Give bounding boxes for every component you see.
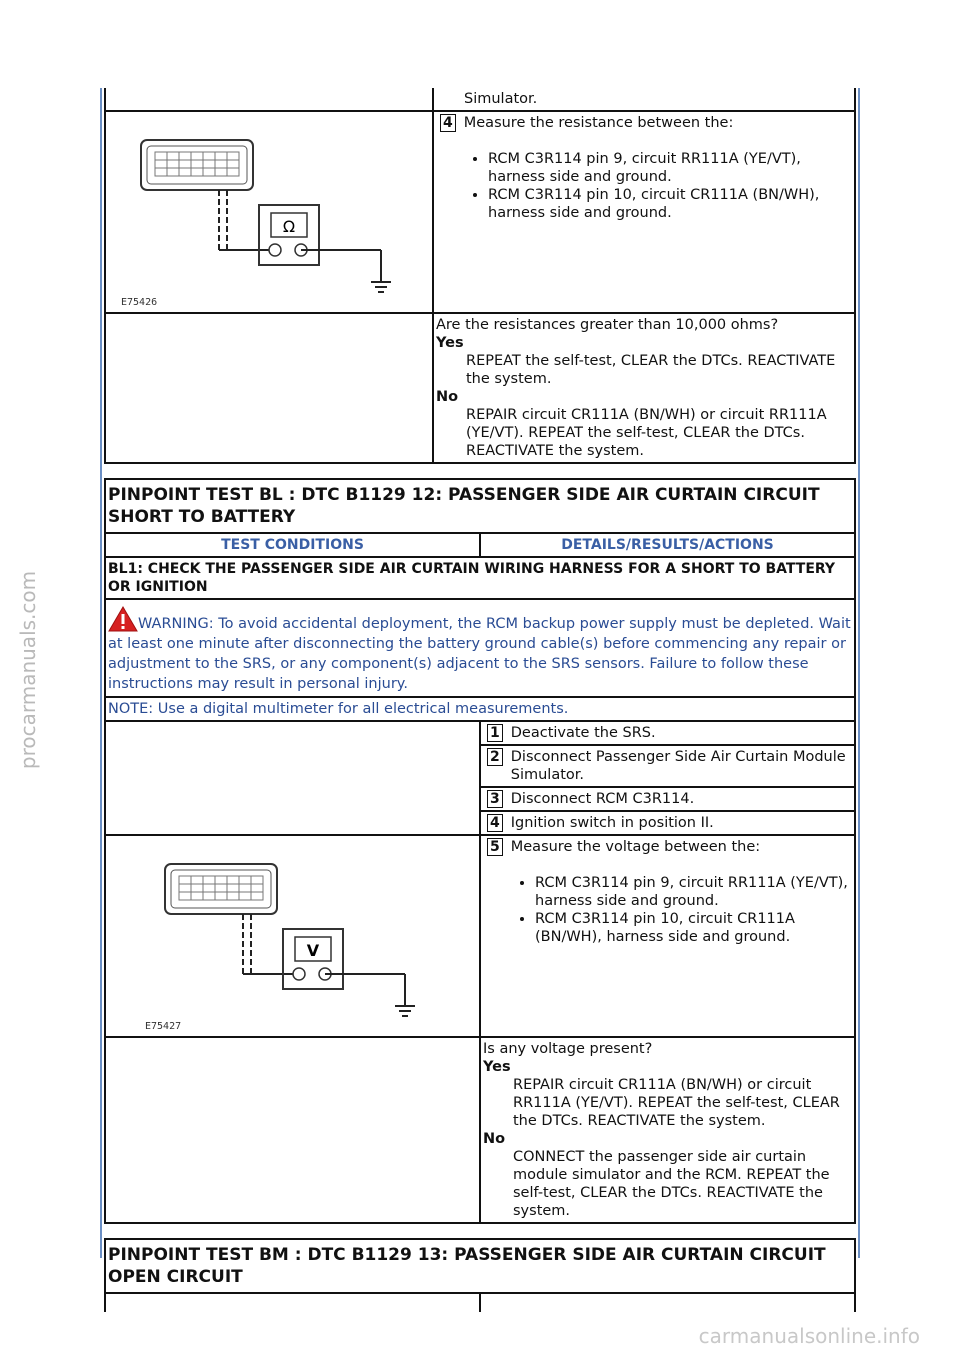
no-action: CONNECT the passenger side air curtain module simulator and the RCM. REPEAT the self-test, CLEAR the DTCs. REACTIVATE the system. [513, 1149, 830, 1219]
manual-page [104, 88, 856, 1312]
step-number: 4 [487, 814, 503, 832]
pinpoint-test-title: PINPOINT TEST BM : DTC B1129 13: PASSENGER SIDE AIR CURTAIN CIRCUIT OPEN CIRCUIT [105, 1239, 855, 1293]
step-number: 2 [487, 748, 503, 766]
carryover-text: Simulator. [433, 88, 855, 111]
test-step-heading: BL1: CHECK THE PASSENGER SIDE AIR CURTAIN WIRING HARNESS FOR A SHORT TO BATTERY OR IGNITION [105, 557, 855, 599]
no-action: REPAIR circuit CR111A (BN/WH) or circuit RR111A (YE/VT). REPEAT the self-test, CLEAR the DTCs. REACTIVATE the system. [466, 407, 827, 459]
step-text: Measure the voltage between the: [510, 839, 761, 855]
measurement-list [487, 874, 852, 946]
svg-text:E75426: E75426 [121, 297, 158, 308]
ohmmeter-diagram-icon [119, 120, 419, 310]
note-text: NOTE: Use a digital multimeter for all electrical measurements. [105, 697, 855, 721]
step-5-cell [480, 835, 855, 1037]
side-watermark: procarmanuals.com [16, 570, 40, 770]
step-4-cell [480, 811, 855, 835]
step-text: Disconnect RCM C3R114. [510, 791, 695, 807]
step-text: Deactivate the SRS. [510, 725, 656, 741]
step-text: Measure the resistance between the: [463, 115, 734, 131]
result-cell [433, 313, 855, 463]
warning-icon [108, 606, 138, 632]
page-frame-left [100, 88, 102, 1258]
list-item: • RCM C3R114 pin 10, circuit CR111A (BN/WH), harness side and ground. [535, 910, 852, 946]
question-text: Is any voltage present? [483, 1041, 653, 1057]
step-text: Disconnect Passenger Side Air Curtain Module Simulator. [510, 749, 846, 783]
step-4-cell [433, 111, 855, 313]
step-number: 1 [487, 724, 503, 742]
previous-test-table [104, 88, 856, 464]
yes-action: REPAIR circuit CR111A (BN/WH) or circuit RR111A (YE/VT). REPEAT the self-test, CLEAR the DTCs. REACTIVATE the system. [513, 1077, 840, 1129]
list-item: • RCM C3R114 pin 10, circuit CR111A (BN/WH), harness side and ground. [488, 186, 852, 222]
warning-text: WARNING: To avoid accidental deployment, the RCM backup power supply must be depleted. Wait at least one minute after disconnecting the battery ground cable(s) before commencing any repair or adjustment to the SRS, or any component(s) adjacent to the SRS sensors. Failure to follow these instructions may result in personal injury. [108, 616, 851, 692]
svg-text:E75427: E75427 [144, 1021, 181, 1032]
step-3-cell [480, 787, 855, 811]
no-label: No [483, 1131, 506, 1147]
pinpoint-test-bm-table [104, 1238, 856, 1312]
measurement-list [440, 150, 852, 222]
step-2-cell [480, 745, 855, 787]
column-header-test-conditions: TEST CONDITIONS [105, 533, 480, 557]
bottom-watermark: carmanualsonline.info [698, 1324, 920, 1348]
step-1-cell [480, 721, 855, 745]
warning-box [105, 599, 855, 697]
step-number: 4 [440, 114, 456, 132]
pinpoint-test-bl-table [104, 478, 856, 1224]
list-item: • RCM C3R114 pin 9, circuit RR111A (YE/VT), harness side and ground. [535, 874, 852, 910]
yes-label: Yes [483, 1059, 511, 1075]
figure-cell [105, 111, 433, 313]
step-number: 3 [487, 790, 503, 808]
result-cell [480, 1037, 855, 1223]
svg-text:Ω: Ω [282, 217, 296, 236]
pinpoint-test-title: PINPOINT TEST BL : DTC B1129 12: PASSENGER SIDE AIR CURTAIN CIRCUIT SHORT TO BATTERY [105, 479, 855, 533]
yes-label: Yes [436, 335, 464, 351]
list-item: • RCM C3R114 pin 9, circuit RR111A (YE/VT), harness side and ground. [488, 150, 852, 186]
page-frame-right [858, 88, 860, 1258]
figure-cell [105, 835, 480, 1037]
step-text: Ignition switch in position II. [510, 815, 714, 831]
voltmeter-diagram-icon [143, 844, 443, 1034]
question-text: Are the resistances greater than 10,000 ohms? [436, 317, 779, 333]
step-number: 5 [487, 838, 503, 856]
svg-text:V: V [306, 941, 319, 960]
column-header-details: DETAILS/RESULTS/ACTIONS [480, 533, 855, 557]
no-label: No [436, 389, 459, 405]
yes-action: REPEAT the self-test, CLEAR the DTCs. REACTIVATE the system. [466, 353, 836, 387]
